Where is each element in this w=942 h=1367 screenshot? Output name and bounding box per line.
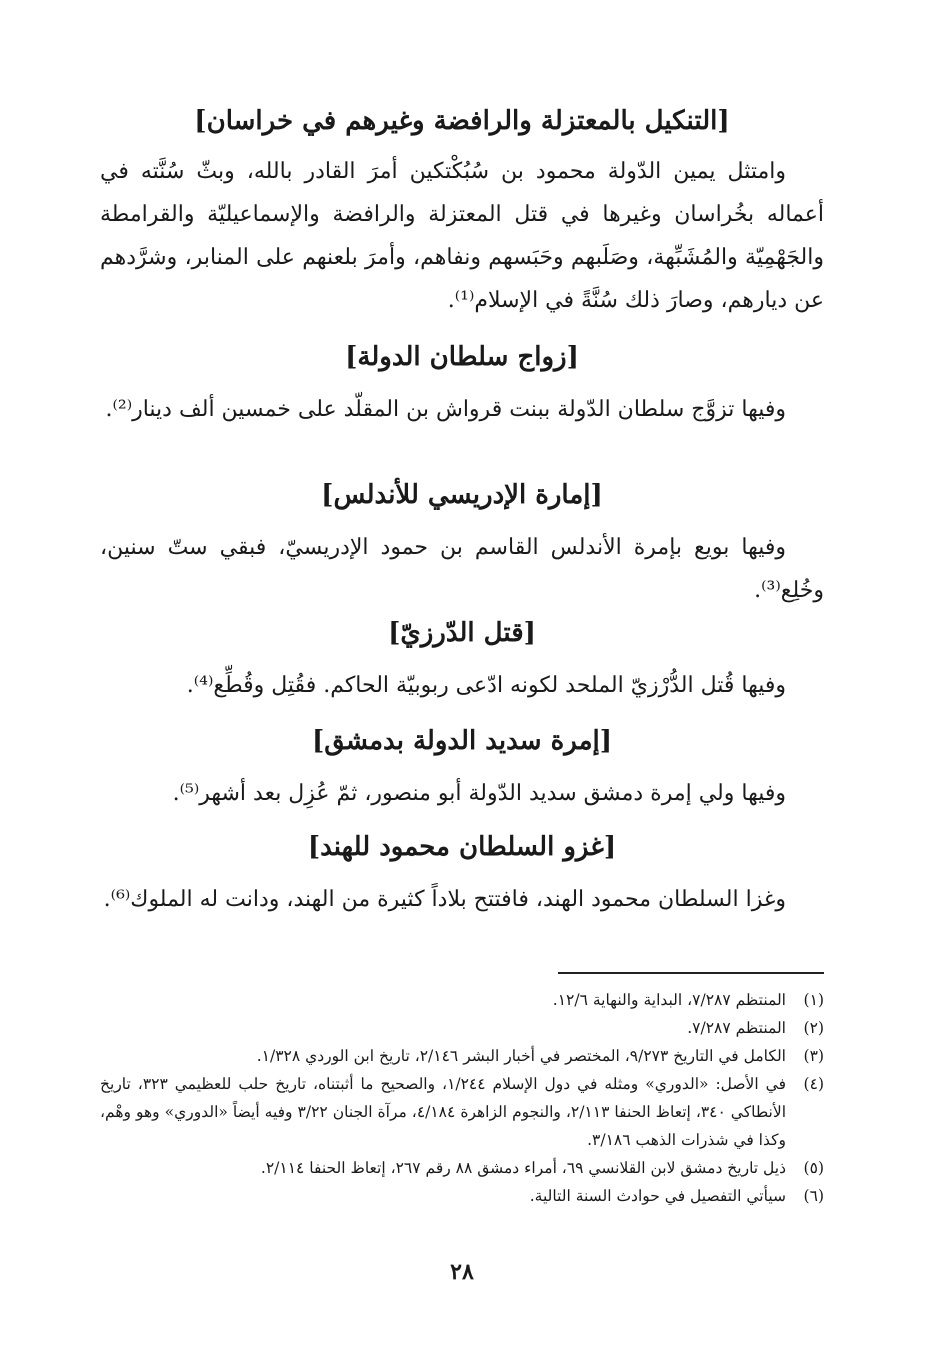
- footnote-number: (٣): [803, 1047, 824, 1065]
- section-paragraph: وفيها قُتل الدُّرْزيّ الملحد لكونه ادّعى ربوبيّة الحاكم. فقُتِل وقُطِّع⁽⁴⁾.: [186, 673, 786, 698]
- footnote-text: المنتظم ٧/٢٨٧.: [687, 1019, 786, 1037]
- section-heading: [زواج سلطان الدولة]: [345, 342, 579, 372]
- footnote-item: [100, 1014, 824, 1042]
- footnote-divider: [558, 972, 824, 974]
- section-damascus: [100, 724, 824, 815]
- section-heading: [إمرة سديد الدولة بدمشق]: [311, 726, 613, 756]
- footnote-text: الكامل في التاريخ ٩/٢٧٣، المختصر في أخبار البشر ٢/١٤٦، تاريخ ابن الوردي ١/٣٢٨.: [256, 1047, 786, 1065]
- section-heading: [غزو السلطان محمود للهند]: [307, 832, 617, 862]
- section-druzi: [100, 616, 824, 707]
- footnote-text: ذيل تاريخ دمشق لابن القلانسي ٦٩، أمراء دمشق ٨٨ رقم ٢٦٧، إتعاظ الحنفا ٢/١١٤.: [260, 1159, 786, 1177]
- section-paragraph: وغزا السلطان محمود الهند، فافتتح بلاداً كثيرة من الهند، ودانت له الملوك⁽⁶⁾.: [103, 887, 786, 912]
- footnote-item: [100, 1042, 824, 1070]
- page-number: ٢٨: [450, 1259, 474, 1285]
- section-india: [100, 830, 824, 921]
- footnote-text: المنتظم ٧/٢٨٧، البداية والنهاية ١٢/٦.: [552, 991, 786, 1009]
- footnote-item: [100, 986, 824, 1014]
- section-khorasan: [100, 104, 824, 322]
- footnote-number: (٥): [803, 1159, 824, 1177]
- footnote-number: (٦): [803, 1187, 824, 1205]
- footnote-text: سيأتي التفصيل في حوادث السنة التالية.: [529, 1187, 786, 1205]
- section-paragraph: وفيها بويع بإمرة الأندلس القاسم بن حمود الإدريسيّ، فبقي ستّ سنين، وخُلِع⁽³⁾.: [100, 535, 824, 603]
- footnote-text: في الأصل: «الدوري» ومثله في دول الإسلام ١/٢٤٤، والصحيح ما أثبتناه، تاريخ حلب للعظيمي ٣٢٣، تاريخ الأنطاكي ٣٤٠، إتعاظ الحنفا ٢/١١٣، والنجوم الزاهرة ٤/١٨٤، مرآة الجنان ٣/٢٢ وفيه أيضاً «الدوري» وهو وهْم، وكذا في شذرات الذهب ٣/١٨٦.: [100, 1075, 787, 1149]
- footnote-item: [100, 1070, 824, 1154]
- section-heading: [إمارة الإدريسي للأندلس]: [321, 480, 603, 510]
- section-andalus: [100, 478, 824, 612]
- footnote-number: (٤): [803, 1075, 824, 1093]
- section-paragraph: وفيها تزوَّج سلطان الدّولة ببنت قرواش بن المقلّد على خمسين ألف دينار⁽²⁾.: [105, 397, 786, 422]
- footnote-number: (١): [803, 991, 824, 1009]
- section-heading: [قتل الدّرزيّ]: [388, 618, 536, 648]
- footnote-number: (٢): [803, 1019, 824, 1037]
- section-paragraph: وفيها ولي إمرة دمشق سديد الدّولة أبو منصور، ثمّ عُزِل بعد أشهر⁽⁵⁾.: [172, 781, 786, 806]
- section-paragraph: وامتثل يمين الدّولة محمود بن سُبُكْتكين أمرَ القادر بالله، وبثّ سُنَّته في أعماله بخُراسان وغيرها في قتل المعتزلة والرافضة والإسماعيليّة والقرامطة والجَهْمِيّة والمُشَبِّهة، وصَلَبهم وحَبَسهم ونفاهم، وأمرَ بلعنهم على المنابر، وشرَّدهم عن ديارهم، وصارَ ذلك سُنَّةً في الإسلام⁽¹⁾.: [100, 159, 824, 313]
- section-marriage: [100, 340, 824, 431]
- section-heading: [التنكيل بالمعتزلة والرافضة وغيرهم في خراسان]: [194, 106, 730, 136]
- book-page: [100, 104, 824, 1367]
- footnotes: [100, 986, 824, 1210]
- footnote-item: [100, 1154, 824, 1182]
- footnote-item: [100, 1182, 824, 1210]
